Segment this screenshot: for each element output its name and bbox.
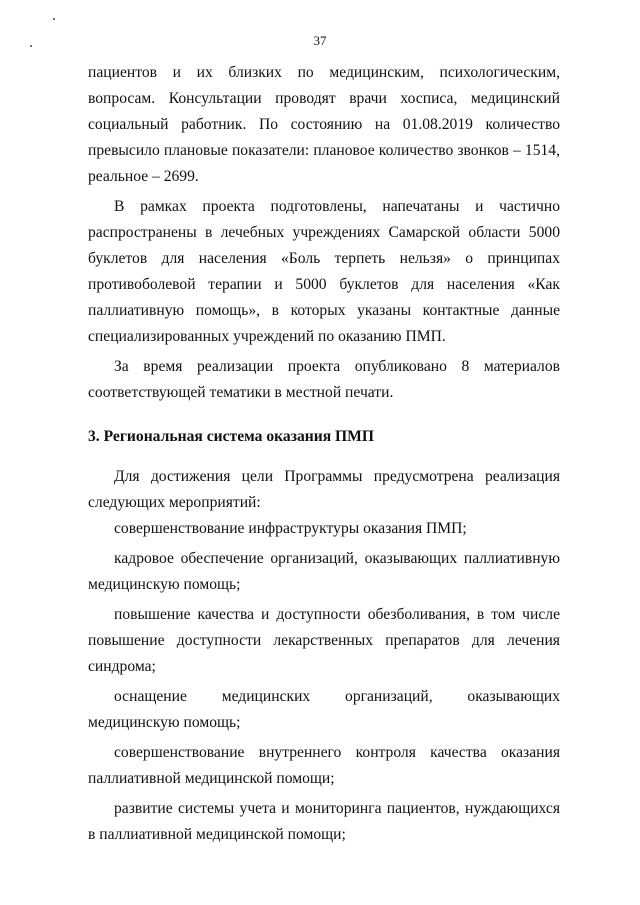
text-line: следующих мероприятий: bbox=[88, 494, 261, 511]
text-line: совершенствование инфраструктуры оказания ПМП; bbox=[114, 520, 467, 537]
text-line: совершенствование внутреннего контроля качества оказания bbox=[114, 744, 560, 761]
text-line: повышение качества и доступности обезболивания, в том числе bbox=[114, 606, 560, 623]
text-line: соответствующей тематики в местной печати. bbox=[88, 384, 394, 401]
text-line: буклетов для населения «Боль терпеть нельзя» о принципах bbox=[88, 250, 560, 267]
text-line: превысило плановые показатели: плановое количество звонков – 1514, bbox=[88, 142, 560, 159]
text-line: медицинскую помощь; bbox=[88, 576, 241, 593]
text-line: медицинскую помощь; bbox=[88, 714, 241, 731]
scan-speck bbox=[53, 18, 55, 20]
text-line: синдрома; bbox=[88, 658, 156, 675]
text-line: в паллиативной медицинской помощи; bbox=[88, 826, 346, 843]
document-body bbox=[88, 60, 560, 848]
text-line: В рамках проекта подготовлены, напечатаны и частично bbox=[114, 198, 560, 215]
text-line: оснащение медицинских организаций, оказывающих bbox=[114, 688, 560, 705]
text-line: реальное – 2699. bbox=[88, 168, 199, 185]
paragraph-gap bbox=[88, 450, 560, 464]
text-line: распространены в лечебных учреждениях Самарской области 5000 bbox=[88, 224, 560, 241]
text-line: специализированных учреждений по оказанию ПМП. bbox=[88, 328, 446, 345]
text-line: Для достижения цели Программы предусмотрена реализация bbox=[114, 468, 560, 485]
text-line: кадровое обеспечение организаций, оказывающих паллиативную bbox=[114, 550, 560, 567]
section-heading: 3. Региональная система оказания ПМП bbox=[88, 428, 375, 445]
text-line: вопросам. Консультации проводят врачи хосписа, медицинский bbox=[88, 90, 560, 107]
text-line: пациентов и их близких по медицинским, психологическим, bbox=[88, 64, 560, 81]
text-line: повышение доступности лекарственных препаратов для лечения bbox=[88, 632, 560, 649]
text-line: социальный работник. По состоянию на 01.08.2019 количество bbox=[88, 116, 560, 133]
text-line: паллиативной медицинской помощи; bbox=[88, 770, 335, 787]
text-line: паллиативную помощь», в которых указаны контактные данные bbox=[88, 302, 560, 319]
page-number: 37 bbox=[313, 33, 327, 48]
text-line: развитие системы учета и мониторинга пациентов, нуждающихся bbox=[114, 800, 560, 817]
text-line: противоболевой терапии и 5000 буклетов для населения «Как bbox=[88, 276, 560, 293]
paragraph-gap bbox=[88, 406, 560, 424]
text-line: За время реализации проекта опубликовано 8 материалов bbox=[114, 358, 560, 375]
